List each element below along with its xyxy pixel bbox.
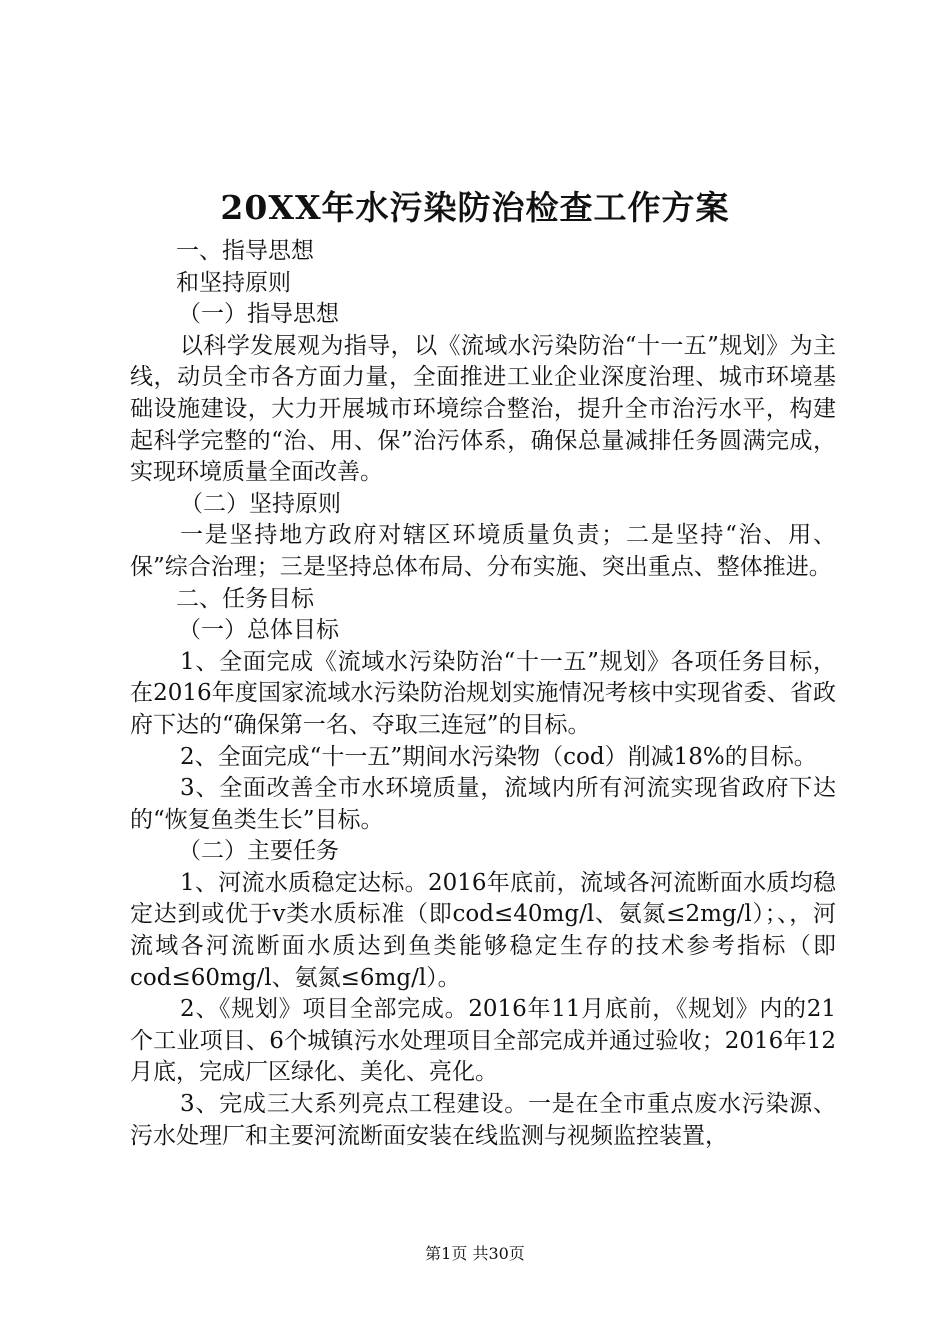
body-paragraph: 以科学发展观为指导，以《流域水污染防治“十一五”规划》为主线，动员全市各方面力量，全面推进工业企业深度治理、城市环境基础设施建设，大力开展城市环境综合整治，提升全市治污水平，构建起科学完整的“治、用、保”治污体系，确保总量减排任务圆满完成，实现环境质量全面改善。 bbox=[130, 332, 836, 486]
body-paragraph: 一是坚持地方政府对辖区环境质量负责；二是坚持“治、用、保”综合治理；三是坚持总体布局、分布实施、突出重点、整体推进。 bbox=[130, 522, 836, 580]
numbered-paragraph: 2、全面完成“十一五”期间水污染物（cod）削减18%的目标。 bbox=[180, 743, 817, 770]
subsection-heading: （一）指导思想 bbox=[178, 301, 339, 328]
section-heading-continued: 和坚持原则 bbox=[176, 269, 291, 296]
numbered-paragraph: 1、全面完成《流域水污染防治“十一五”规划》各项任务目标，在2016年度国家流域水污染防治规划实施情况考核中实现省委、省政府下达的“确保第一名、夺取三连冠”的目标。 bbox=[130, 648, 836, 738]
section-heading: 一、指导思想 bbox=[176, 238, 314, 264]
subsection-heading: （二）主要任务 bbox=[178, 838, 339, 865]
section-heading: 二、任务目标 bbox=[176, 585, 314, 612]
numbered-paragraph: 2、《规划》项目全部完成。2016年11月底前，《规划》内的21个工业项目、6个城镇污水处理项目全部完成并通过验收；2016年12月底，完成厂区绿化、美化、亮化。 bbox=[130, 996, 836, 1086]
subsection-heading: （二）坚持原则 bbox=[180, 490, 341, 517]
subsection-heading: （一）总体目标 bbox=[178, 617, 339, 644]
numbered-paragraph: 3、完成三大系列亮点工程建设。一是在全市重点废水污染源、污水处理厂和主要河流断面安装在线监测与视频监控装置， bbox=[130, 1091, 836, 1149]
document-title: 20XX年水污染防治检查工作方案 bbox=[220, 188, 730, 227]
document-body bbox=[130, 236, 836, 1152]
numbered-paragraph: 3、全面改善全市水环境质量，流域内所有河流实现省政府下达的“恢复鱼类生长”目标。 bbox=[130, 775, 836, 833]
page-footer: 第1页 共30页 bbox=[425, 1244, 525, 1263]
numbered-paragraph: 1、河流水质稳定达标。2016年底前，流域各河流断面水质均稳定达到或优于v类水质标准（即cod≤40mg/l、氨氮≤2mg/l）；、，河流域各河流断面水质达到鱼类能够稳定生存的技术参考指标（即cod≤60mg/l、氨氮≤6mg/l）。 bbox=[130, 869, 836, 991]
